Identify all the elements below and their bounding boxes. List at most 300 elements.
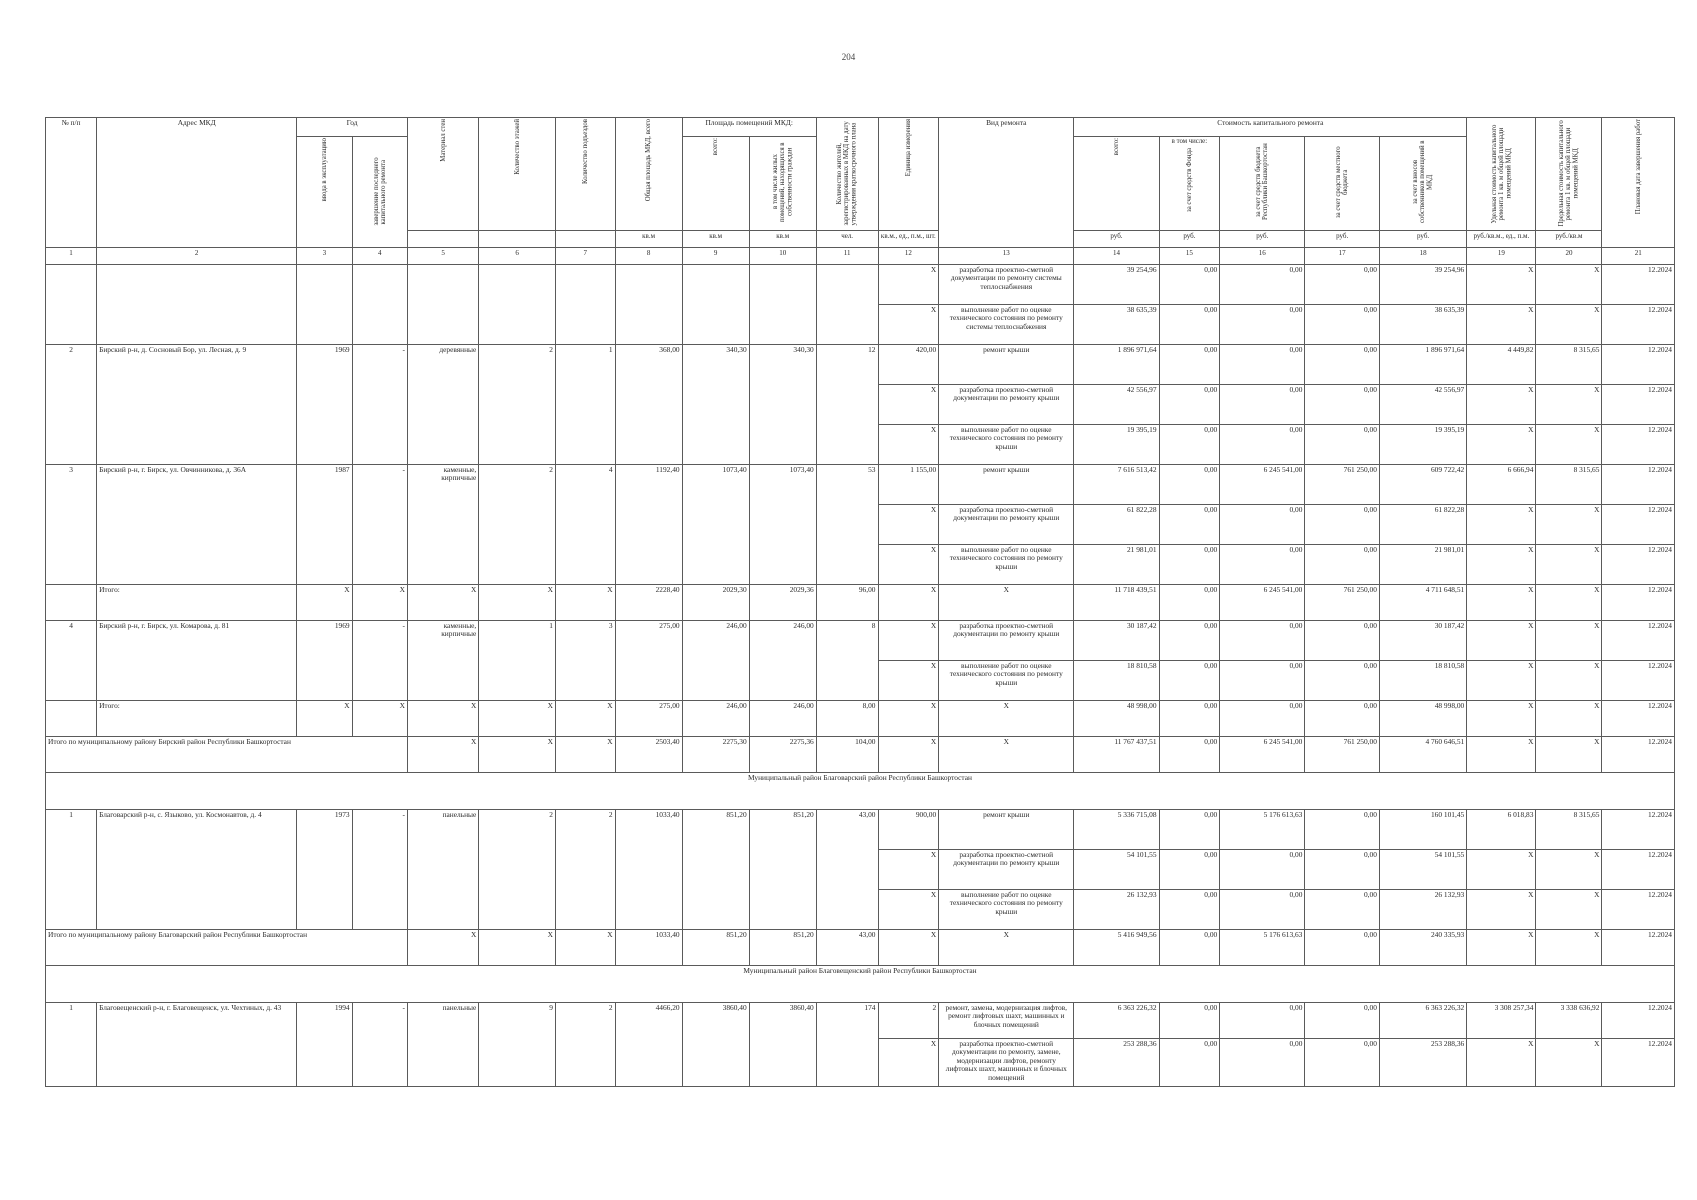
table-cell: Итого по муниципальному району Бирский район Республики Башкортостан [46,736,408,772]
table-cell: 0,00 [1305,929,1380,965]
blank-cell [407,264,478,344]
table-cell: X [1467,620,1536,660]
table-cell: 0,00 [1220,620,1305,660]
table-cell: панельные [407,809,478,929]
table-cell: X [878,544,939,584]
col-number: 13 [939,247,1074,264]
table-cell: X [555,736,615,772]
table-cell: X [479,700,556,736]
table-cell: 6 245 541,00 [1220,464,1305,504]
table-cell: 12.2024 [1602,544,1675,584]
table-cell: - [352,464,407,584]
table-cell: X [297,700,352,736]
header-cost-owners: за счет взносов собственников помещений в МКД [1379,137,1466,231]
table-cell: X [1467,264,1536,304]
table-row [46,1002,1675,1038]
table-cell: 8 [816,620,878,700]
table-cell: 38 635,39 [1379,304,1466,344]
table-cell: 246,00 [749,700,816,736]
table-cell: 1987 [297,464,352,584]
table-cell: 851,20 [749,929,816,965]
table-cell: 0,00 [1305,504,1380,544]
unit-17: руб. [1305,230,1380,247]
table-cell: Благовещенский р-н, г. Благовещенск, ул. Чехтиных, д. 43 [97,1002,297,1086]
table-cell: 761 250,00 [1305,736,1380,772]
table-cell: 1973 [297,809,352,929]
table-cell: 0,00 [1159,464,1220,504]
table-cell: 2275,36 [749,736,816,772]
blank-cell [816,264,878,344]
table-cell: 2 [555,809,615,929]
table-cell: 0,00 [1305,264,1380,304]
header-cost-local: за счет средств местного бюджета [1305,137,1380,231]
subtotal-row [46,700,1675,736]
table-cell: 0,00 [1159,384,1220,424]
table-cell: 3 308 257,34 [1467,1002,1536,1038]
col-number: 3 [297,247,352,264]
section-heading: Муниципальный район Благовещенский район Республики Башкортостан [46,965,1675,1002]
table-cell: X [878,889,939,929]
table-cell: X [407,736,478,772]
table-cell: 12 [816,344,878,464]
table-cell: ремонт крыши [939,344,1074,384]
column-numbers-row [46,247,1675,264]
table-cell: 0,00 [1159,264,1220,304]
table-cell: 3 [46,464,97,584]
subtotal-row [46,584,1675,620]
table-cell: X [1467,660,1536,700]
table-cell: X [1467,889,1536,929]
section-heading-row [46,772,1675,809]
table-cell: 19 395,19 [1074,424,1159,464]
col-number: 7 [555,247,615,264]
table-cell: 7 616 513,42 [1074,464,1159,504]
header-wall: Материал стен [407,118,478,231]
table-cell: 246,00 [682,620,749,700]
table-cell: 0,00 [1159,620,1220,660]
table-cell: 3 [555,620,615,700]
table-cell: 0,00 [1159,504,1220,544]
table-cell: X [939,929,1074,965]
table-cell: 54 101,55 [1379,849,1466,889]
table-cell: 0,00 [1305,700,1380,736]
capital-repair-table [45,117,1675,1087]
table-cell: 2 [46,344,97,464]
table-cell: разработка проектно-сметной документации по ремонту крыши [939,849,1074,889]
table-cell: X [555,929,615,965]
table-cell: 0,00 [1305,424,1380,464]
blank-cell [352,264,407,344]
unit-12: кв.м., ед., п.м., шт. [878,230,939,247]
table-cell: 0,00 [1220,700,1305,736]
col-number: 6 [479,247,556,264]
table-cell: 42 556,97 [1379,384,1466,424]
table-cell: 39 254,96 [1074,264,1159,304]
table-cell: X [1536,700,1602,736]
table-cell: 12.2024 [1602,1002,1675,1038]
table-cell: 0,00 [1305,809,1380,849]
table-cell: 0,00 [1159,424,1220,464]
table-cell: 4 [46,620,97,700]
table-cell: X [479,584,556,620]
table-cell: 0,00 [1159,660,1220,700]
col-number: 8 [615,247,682,264]
table-cell: X [352,584,407,620]
table-cell: 0,00 [1220,849,1305,889]
table-cell: 11 718 439,51 [1074,584,1159,620]
table-cell: 5 336 715,08 [1074,809,1159,849]
table-cell: 8,00 [816,700,878,736]
table-cell: 48 998,00 [1074,700,1159,736]
table-cell: разработка проектно-сметной документации по ремонту системы теплоснабжения [939,264,1074,304]
table-cell: 2 [479,809,556,929]
table-cell: 851,20 [682,929,749,965]
table-cell: 0,00 [1305,304,1380,344]
table-cell: 609 722,42 [1379,464,1466,504]
table-cell: X [939,736,1074,772]
blank-cell [97,264,297,344]
table-cell: выполнение работ по оценке технического состояния по ремонту крыши [939,424,1074,464]
table-cell: 0,00 [1220,304,1305,344]
col-number: 18 [1379,247,1466,264]
table-cell: X [939,584,1074,620]
header-address: Адрес МКД [97,118,297,248]
header-cost: Стоимость капитального ремонта [1074,118,1467,137]
col-number: 9 [682,247,749,264]
table-cell: 2 [878,1002,939,1038]
header-residents: Количество жителей, зарегистрированных в МКД на дату утверждения краткосрочного плана [816,118,878,231]
table-cell: 5 176 613,63 [1220,809,1305,849]
table-cell: X [1467,700,1536,736]
table-cell: 1 896 971,64 [1074,344,1159,384]
header-premises-residents: в том числе жилых помещений, находящихся в собственности граждан [749,137,816,231]
table-cell: 54 101,55 [1074,849,1159,889]
col-number: 19 [1467,247,1536,264]
table-cell: 0,00 [1159,1038,1220,1086]
table-cell: Итого: [97,700,297,736]
table-cell: X [878,1038,939,1086]
table-cell: выполнение работ по оценке технического состояния по ремонту крыши [939,889,1074,929]
table-cell: 1 [555,344,615,464]
table-cell: 6 363 226,32 [1379,1002,1466,1038]
table-cell: 340,30 [682,344,749,464]
table-cell: X [878,584,939,620]
table-cell: X [555,584,615,620]
table-cell: 0,00 [1159,304,1220,344]
table-cell: 0,00 [1220,1038,1305,1086]
table-row [46,464,1675,504]
table-cell: 26 132,93 [1074,889,1159,929]
district-total-row [46,929,1675,965]
table-cell: 3860,40 [682,1002,749,1086]
table-cell: 0,00 [1159,700,1220,736]
table-cell: деревянные [407,344,478,464]
table-cell: 6 363 226,32 [1074,1002,1159,1038]
table-cell: 0,00 [1159,736,1220,772]
table-cell: X [1467,544,1536,584]
table-cell: панельные [407,1002,478,1086]
table-cell: 0,00 [1220,544,1305,584]
table-cell: 2029,36 [749,584,816,620]
table-cell: X [878,660,939,700]
section-heading: Муниципальный район Благоварский район Республики Башкортостан [46,772,1675,809]
table-cell: X [1536,889,1602,929]
blank-cell [555,230,615,247]
table-cell: разработка проектно-сметной документации по ремонту крыши [939,384,1074,424]
table-cell: 246,00 [682,700,749,736]
table-cell: 1969 [297,620,352,700]
header-year: Год [297,118,408,137]
table-cell: 12.2024 [1602,1038,1675,1086]
table-cell: 2 [555,1002,615,1086]
col-number: 4 [352,247,407,264]
table-cell: 12.2024 [1602,736,1675,772]
table-cell: 160 101,45 [1379,809,1466,849]
table-cell: X [878,620,939,660]
table-cell: 1192,40 [615,464,682,584]
table-cell: Благоварский р-н, с. Языково, ул. Космонавтов, д. 4 [97,809,297,929]
table-cell: 53 [816,464,878,584]
table-cell: 0,00 [1220,504,1305,544]
table-cell: 253 288,36 [1379,1038,1466,1086]
table-cell: 275,00 [615,700,682,736]
unit-16: руб. [1220,230,1305,247]
col-number: 17 [1305,247,1380,264]
blank-cell [555,264,615,344]
table-cell: 2228,40 [615,584,682,620]
table-cell: 12.2024 [1602,304,1675,344]
header-cost-fund: в том числе: за счет средств Фонда [1159,137,1220,231]
table-cell: 0,00 [1305,849,1380,889]
blank-cell [479,230,556,247]
table-cell: 18 810,58 [1379,660,1466,700]
table-cell: 6 245 541,00 [1220,736,1305,772]
table-cell: выполнение работ по оценке технического состояния по ремонту крыши [939,660,1074,700]
table-cell: 4 [555,464,615,584]
unit-18: руб. [1379,230,1466,247]
table-cell: 1969 [297,344,352,464]
table-cell: X [479,736,556,772]
table-cell: 12.2024 [1602,584,1675,620]
table-cell: 0,00 [1159,929,1220,965]
table-cell: 4 711 648,51 [1379,584,1466,620]
table-cell: 1 [479,620,556,700]
table-cell: 6 018,83 [1467,809,1536,849]
unit-15: руб. [1159,230,1220,247]
table-cell: X [1467,1038,1536,1086]
header-row-top [46,118,1675,137]
table-cell: X [1467,584,1536,620]
table-cell: - [352,344,407,464]
table-cell: 38 635,39 [1074,304,1159,344]
col-number: 2 [97,247,297,264]
table-cell: 0,00 [1305,660,1380,700]
table-cell: 0,00 [1159,544,1220,584]
table-cell: X [878,849,939,889]
table-cell: 2 [479,464,556,584]
table-cell: 0,00 [1305,889,1380,929]
table-cell: каменные, кирпичные [407,620,478,700]
table-cell: 21 981,01 [1074,544,1159,584]
table-cell: разработка проектно-сметной документации по ремонту крыши [939,620,1074,660]
table-cell: 0,00 [1159,889,1220,929]
table-cell: 12.2024 [1602,929,1675,965]
table-cell: X [407,700,478,736]
table-cell: 0,00 [1305,344,1380,384]
table-cell: 1073,40 [749,464,816,584]
header-specific-cost: Удельная стоимость капитального ремонта 1 кв. м общей площади помещений МКД [1467,118,1536,231]
table-cell: 3860,40 [749,1002,816,1086]
table-cell: X [1536,504,1602,544]
capital-repair-table-sheet [45,117,1675,1087]
table-cell: 6 666,94 [1467,464,1536,504]
table-cell: 0,00 [1220,660,1305,700]
header-entrances: Количество подъездов [555,118,615,231]
table-cell: X [1467,736,1536,772]
table-cell: 0,00 [1220,889,1305,929]
table-cell: каменные, кирпичные [407,464,478,584]
table-cell: 0,00 [1220,384,1305,424]
table-cell: выполнение работ по оценке технического состояния по ремонту крыши [939,544,1074,584]
table-cell: 5 416 949,56 [1074,929,1159,965]
header-cost-republic: за счет средств бюджета Республики Башкортостан [1220,137,1305,231]
table-row [46,344,1675,384]
table-cell: 0,00 [1305,620,1380,660]
table-cell: 9 [479,1002,556,1086]
table-cell: 48 998,00 [1379,700,1466,736]
table-cell: X [1536,264,1602,304]
header-cost-total: всего: [1074,137,1159,231]
table-cell: - [352,1002,407,1086]
table-cell: X [1536,584,1602,620]
table-cell: X [1536,304,1602,344]
table-cell: 12.2024 [1602,849,1675,889]
table-cell: 2503,40 [615,736,682,772]
table-cell: 4466,20 [615,1002,682,1086]
table-cell: 5 176 613,63 [1220,929,1305,965]
table-cell: 851,20 [749,809,816,929]
header-year-last-repair: завершение последнего капитального ремонта [352,137,407,248]
table-cell: 18 810,58 [1074,660,1159,700]
table-cell: - [352,809,407,929]
table-cell: 12.2024 [1602,424,1675,464]
blank-cell [407,230,478,247]
table-cell: X [878,304,939,344]
table-cell: 104,00 [816,736,878,772]
table-cell: 0,00 [1159,849,1220,889]
blank-cell [615,264,682,344]
table-cell: 30 187,42 [1379,620,1466,660]
table-cell: X [555,700,615,736]
table-cell: 61 822,28 [1074,504,1159,544]
table-cell: 1033,40 [615,929,682,965]
table-cell: Бирский р-н, д. Сосновый Бор, ул. Лесная, д. 9 [97,344,297,464]
col-number: 1 [46,247,97,264]
table-cell: X [1536,620,1602,660]
table-cell: X [878,384,939,424]
table-cell: X [878,929,939,965]
table-cell: X [1536,929,1602,965]
table-cell: разработка проектно-сметной документации по ремонту, замене, модернизации лифтов, ремонту лифтовых шахт, машинных и блочных помещений [939,1038,1074,1086]
table-cell: 12.2024 [1602,889,1675,929]
blank-cell [46,700,97,736]
col-number: 21 [1602,247,1675,264]
table-cell: 26 132,93 [1379,889,1466,929]
table-cell: выполнение работ по оценке технического состояния по ремонту системы теплоснабжения [939,304,1074,344]
col-number: 5 [407,247,478,264]
unit-11: чел. [816,230,878,247]
table-cell: 6 245 541,00 [1220,584,1305,620]
table-cell: X [878,504,939,544]
table-cell: 11 767 437,51 [1074,736,1159,772]
table-cell: 4 449,82 [1467,344,1536,384]
table-cell: Итого: [97,584,297,620]
header-unit: Единица измерения [878,118,939,231]
table-cell: 8 315,65 [1536,344,1602,384]
table-cell: Бирский р-н, г. Бирск, ул. Комарова, д. 81 [97,620,297,700]
table-cell: 174 [816,1002,878,1086]
table-cell: 253 288,36 [1074,1038,1159,1086]
table-cell: 246,00 [749,620,816,700]
table-row [46,620,1675,660]
table-cell: 1 155,00 [878,464,939,504]
header-premises-total: всего: [682,137,749,231]
table-cell: 240 335,93 [1379,929,1466,965]
table-cell: 0,00 [1305,544,1380,584]
table-cell: ремонт, замена, модернизация лифтов, ремонт лифтовых шахт, машинных и блочных помещений [939,1002,1074,1038]
table-cell: 0,00 [1220,344,1305,384]
col-number: 10 [749,247,816,264]
table-cell: 42 556,97 [1074,384,1159,424]
table-cell: ремонт крыши [939,464,1074,504]
header-limit-cost: Предельная стоимость капитального ремонта 1 кв. м общей площади помещений МКД [1536,118,1602,231]
header-year-commission: ввода в эксплуатацию [297,137,352,248]
table-cell: 2029,30 [682,584,749,620]
table-cell: X [1536,660,1602,700]
table-cell: 12.2024 [1602,700,1675,736]
header-premises-area: Площадь помещений МКД: [682,118,816,137]
table-cell: X [479,929,556,965]
header-floors: Количество этажей [479,118,556,231]
table-cell: 1073,40 [682,464,749,584]
table-cell: X [1536,424,1602,464]
table-cell: 12.2024 [1602,504,1675,544]
table-cell: 43,00 [816,929,878,965]
table-cell: 275,00 [615,620,682,700]
table-cell: разработка проектно-сметной документации по ремонту крыши [939,504,1074,544]
header-repair-type: Вид ремонта [939,118,1074,248]
table-cell: 2 [479,344,556,464]
blank-cell [46,264,97,344]
table-cell: X [878,424,939,464]
table-cell: X [1467,929,1536,965]
table-cell: 61 822,28 [1379,504,1466,544]
blank-cell [46,584,97,620]
table-cell: X [1536,1038,1602,1086]
table-cell: 0,00 [1159,809,1220,849]
table-cell: ремонт крыши [939,809,1074,849]
table-cell: X [1536,736,1602,772]
table-cell: X [1536,544,1602,584]
col-number: 16 [1220,247,1305,264]
table-cell: X [1536,384,1602,424]
table-cell: 0,00 [1159,344,1220,384]
table-cell: X [878,264,939,304]
header-no: № п/п [46,118,97,248]
section-heading-row [46,965,1675,1002]
table-cell: - [352,620,407,700]
table-cell: X [1467,424,1536,464]
